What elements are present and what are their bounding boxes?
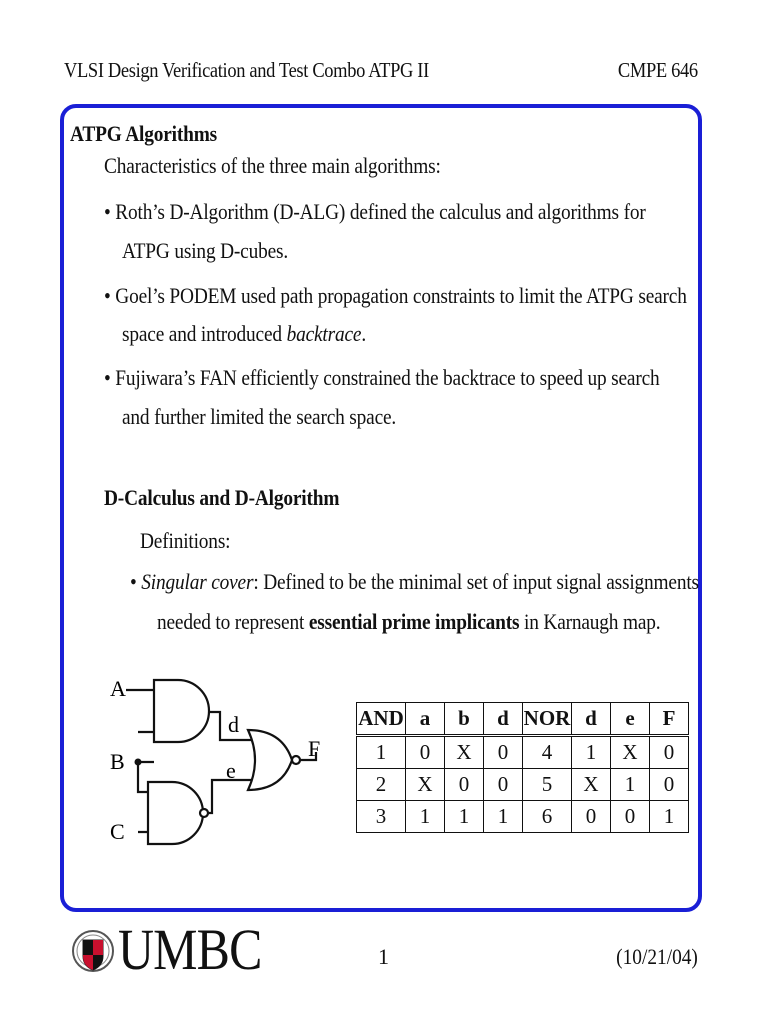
table-header-row xyxy=(357,703,689,736)
table-cell: 2 xyxy=(357,769,406,801)
col-b: b xyxy=(445,703,484,736)
table-cell: X xyxy=(445,736,484,769)
table-cell: 0 xyxy=(650,769,689,801)
table-row xyxy=(357,736,689,769)
table-cell: 6 xyxy=(523,801,572,833)
label-f: F xyxy=(308,736,321,761)
bullet-goel-text: Goel’s PODEM used path propagation constraints to limit the ATPG search xyxy=(110,283,687,308)
table-cell: 0 xyxy=(406,736,445,769)
nand-bubble xyxy=(200,809,208,817)
singular-cover-term: Singular cover xyxy=(141,569,254,594)
and-gate xyxy=(154,680,209,742)
bullet-goel xyxy=(104,283,687,309)
table-cell: 1 xyxy=(650,801,689,833)
bullet-fujiwara xyxy=(104,365,660,391)
definitions-label: Definitions: xyxy=(140,528,231,553)
intro-text: Characteristics of the three main algorithms: xyxy=(104,153,441,178)
col-e: e xyxy=(611,703,650,736)
table-cell: X xyxy=(572,769,611,801)
singular-cover-def: : Defined to be the minimal set of input signal assignments xyxy=(253,569,699,594)
label-d: d xyxy=(228,712,239,737)
col-d2: d xyxy=(572,703,611,736)
slide-date: (10/21/04) xyxy=(616,944,698,969)
cont-c: in Karnaugh map. xyxy=(519,609,661,634)
col-a: a xyxy=(406,703,445,736)
bullet-fujiwara-text: Fujiwara’s FAN efficiently constrained the backtrace to speed up search xyxy=(110,365,660,390)
table-cell: 1 xyxy=(572,736,611,769)
umbc-wordmark: UMBC xyxy=(118,917,262,982)
section-title-dcalc: D-Calculus and D-Algorithm xyxy=(104,485,340,510)
col-and: AND xyxy=(357,703,406,736)
goel-cont-c: . xyxy=(361,321,366,346)
singular-cover-cont xyxy=(157,609,660,635)
section-title-atpg: ATPG Algorithms xyxy=(70,121,218,146)
table-cell: 4 xyxy=(523,736,572,769)
table-cell: X xyxy=(611,736,650,769)
bullet-goel-cont xyxy=(122,321,366,347)
header-title: VLSI Design Verification and Test Combo ATPG II xyxy=(64,58,429,82)
label-e: e xyxy=(226,758,236,783)
b-junction xyxy=(135,759,142,766)
table-cell: 0 xyxy=(650,736,689,769)
singular-cover-table xyxy=(356,702,689,833)
table-cell: 0 xyxy=(445,769,484,801)
label-b: B xyxy=(110,749,125,774)
goel-cont-a: space and introduced xyxy=(122,321,287,346)
table-cell: 5 xyxy=(523,769,572,801)
bullet-fujiwara-cont: and further limited the search space. xyxy=(122,404,397,429)
table-cell: 0 xyxy=(611,801,650,833)
bullet-roth-text: Roth’s D-Algorithm (D-ALG) defined the calculus and algorithms for xyxy=(110,199,646,224)
col-nor: NOR xyxy=(523,703,572,736)
bullet-roth-cont: ATPG using D-cubes. xyxy=(122,238,289,263)
table-cell: 1 xyxy=(406,801,445,833)
table-cell: 1 xyxy=(445,801,484,833)
col-d: d xyxy=(484,703,523,736)
label-c: C xyxy=(110,819,125,844)
table-cell: 0 xyxy=(572,801,611,833)
table-cell: 1 xyxy=(484,801,523,833)
e-wire xyxy=(208,780,254,813)
bullet-singular-cover: • Singular cover: Defined to be the minimal set of input signal assignments xyxy=(130,569,699,594)
table-cell: 1 xyxy=(357,736,406,769)
table-row xyxy=(357,801,689,833)
col-f: F xyxy=(650,703,689,736)
nor-gate xyxy=(248,730,292,790)
circuit-wires xyxy=(126,680,316,844)
table-cell: 3 xyxy=(357,801,406,833)
nor-bubble xyxy=(292,756,300,764)
page-number: 1 xyxy=(378,944,389,969)
cont-a: needed to represent xyxy=(157,609,309,634)
nand-gate xyxy=(148,782,203,844)
backtrace-term: backtrace xyxy=(286,321,362,346)
table-cell: 1 xyxy=(611,769,650,801)
table-row xyxy=(357,769,689,801)
umbc-seal-logo xyxy=(72,920,114,982)
course-code: CMPE 646 xyxy=(618,58,698,82)
label-a: A xyxy=(110,676,126,701)
bullet-roth xyxy=(104,199,646,225)
essential-prime-implicants: essential prime implicants xyxy=(308,609,520,634)
table-cell: 0 xyxy=(484,769,523,801)
table-cell: 0 xyxy=(484,736,523,769)
table-cell: X xyxy=(406,769,445,801)
circuit-diagram xyxy=(96,672,336,852)
